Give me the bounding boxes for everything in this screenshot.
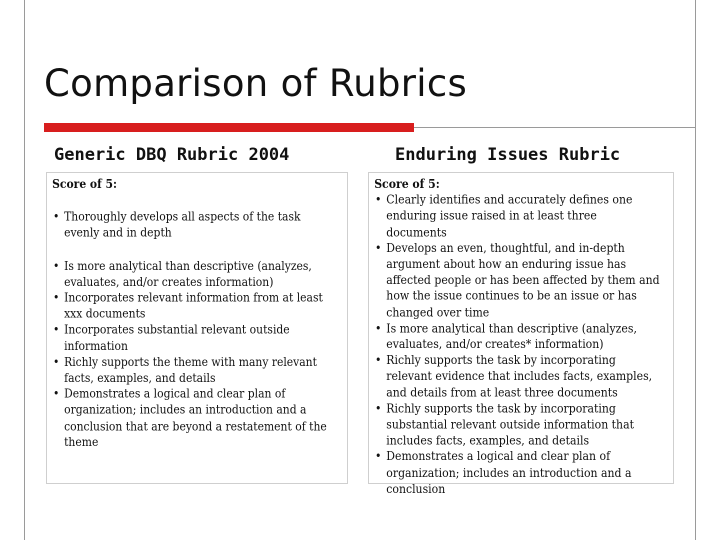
generic-rubric-panel bbox=[46, 172, 348, 484]
generic-rubric-content bbox=[47, 173, 338, 450]
list-item: • Richly supports the theme with many relevant facts, examples, and details bbox=[52, 354, 334, 386]
list-item: • Is more analytical than descriptive (analyzes, evaluates, and/or creates information) bbox=[52, 258, 334, 290]
spacer bbox=[52, 192, 334, 209]
list-item: • Incorporates substantial relevant outside information bbox=[52, 322, 334, 354]
list-item: • Develops an even, thoughtful, and in-depth argument about how an enduring issue has affected people or has been affected by them and how the issue continues to be an issue or has changed over time bbox=[374, 240, 659, 320]
score-heading: Score of 5: bbox=[374, 175, 440, 191]
left-column-heading: Generic DBQ Rubric 2004 bbox=[54, 145, 290, 165]
enduring-issues-content bbox=[369, 173, 663, 497]
list-item: • Thoroughly develops all aspects of the task evenly and in depth bbox=[52, 209, 334, 241]
spacer bbox=[52, 241, 334, 258]
right-column-heading: Enduring Issues Rubric bbox=[395, 145, 621, 165]
list-item: • Is more analytical than descriptive (analyzes, evaluates, and/or creates* information) bbox=[374, 320, 659, 352]
enduring-issues-panel bbox=[368, 172, 674, 496]
list-item: • Richly supports the task by incorporating relevant evidence that includes facts, examples, and details from at least three documents bbox=[374, 352, 659, 400]
list-item: • Demonstrates a logical and clear plan of organization; includes an introduction and a conclusion bbox=[374, 449, 659, 497]
bullet-list bbox=[374, 192, 659, 497]
title-rule-line bbox=[414, 127, 696, 128]
bullet-list bbox=[52, 258, 334, 450]
bullet-list-top bbox=[52, 209, 334, 241]
list-item: • Clearly identifies and accurately defines one enduring issue raised in at least three documents bbox=[374, 192, 659, 240]
slide-title: Comparison of Rubrics bbox=[44, 62, 468, 105]
title-accent-bar bbox=[44, 123, 414, 132]
list-item: • Richly supports the task by incorporating substantial relevant outside information that includes facts, examples, and details bbox=[374, 401, 659, 449]
list-item: • Incorporates relevant information from at least xxx documents bbox=[52, 290, 334, 322]
score-heading: Score of 5: bbox=[52, 175, 117, 191]
list-item: • Demonstrates a logical and clear plan of organization; includes an introduction and a conclusion that are beyond a restatement of the theme bbox=[52, 386, 334, 450]
